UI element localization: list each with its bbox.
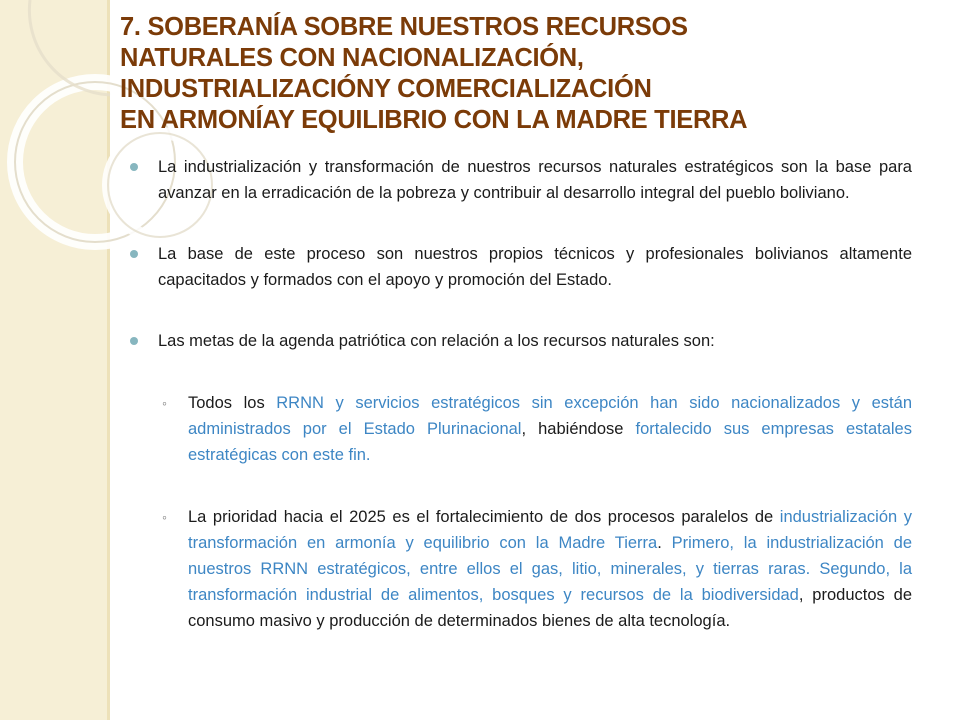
title-line: EN ARMONÍAY EQUILIBRIO CON LA MADRE TIERRA	[120, 106, 748, 134]
highlight-text: fortalecido sus empresas estatales estratégicas con este fin.	[188, 420, 912, 464]
bullet-text: La industrialización y transformación de nuestros recursos naturales estratégicos son la base para avanzar en la erradicación de la pobreza y contribuir al desarrollo integral del pueblo boliviano.	[158, 158, 912, 202]
sub-text: .	[657, 534, 672, 552]
sub-text: , habiéndose	[521, 420, 636, 438]
highlight-text: RRNN y servicios estratégicos sin excepción han sido nacionalizados y están administrados por el Estado Plurinacional	[188, 394, 912, 438]
slide-content	[130, 154, 912, 634]
sub-bullet-item	[130, 390, 912, 468]
sub-bullet-item	[130, 504, 912, 634]
bullet-dot-icon	[130, 163, 138, 171]
sub-text: La prioridad hacia el 2025 es el fortalecimiento de dos procesos paralelos de	[188, 508, 780, 526]
bullet-item	[130, 241, 912, 293]
sub-bullet-ring-icon: ◦	[162, 395, 167, 411]
bullet-text: La base de este proceso son nuestros propios técnicos y profesionales bolivianos altamente capacitados y formados con el apoyo y promoción del Estado.	[158, 245, 912, 289]
bullet-item	[130, 328, 912, 354]
bullet-item	[130, 154, 912, 206]
title-line: INDUSTRIALIZACIÓNY COMERCIALIZACIÓN	[120, 75, 652, 103]
bullet-text: Las metas de la agenda patriótica con relación a los recursos naturales son:	[158, 332, 715, 350]
bullet-dot-icon	[130, 250, 138, 258]
sub-text: , productos de consumo masivo y producción de determinados bienes de alta tecnología.	[188, 586, 912, 630]
title-line: 7. SOBERANÍA SOBRE NUESTROS RECURSOS	[120, 13, 688, 41]
highlight-text: Primero, la industrialización de nuestros RRNN estratégicos, entre ellos el gas, litio, minerales, y tierras raras. Segundo, la transformación industrial de alimentos, bosques y recursos de la biodiversidad	[188, 534, 912, 604]
sub-text: Todos los	[188, 394, 277, 412]
highlight-text: industrialización y transformación en armonía y equilibrio con la Madre Tierra	[188, 508, 912, 552]
bullet-dot-icon	[130, 337, 138, 345]
title-line: NATURALES CON NACIONALIZACIÓN,	[120, 44, 584, 72]
slide-title	[120, 12, 940, 136]
sub-bullet-ring-icon: ◦	[162, 509, 167, 525]
